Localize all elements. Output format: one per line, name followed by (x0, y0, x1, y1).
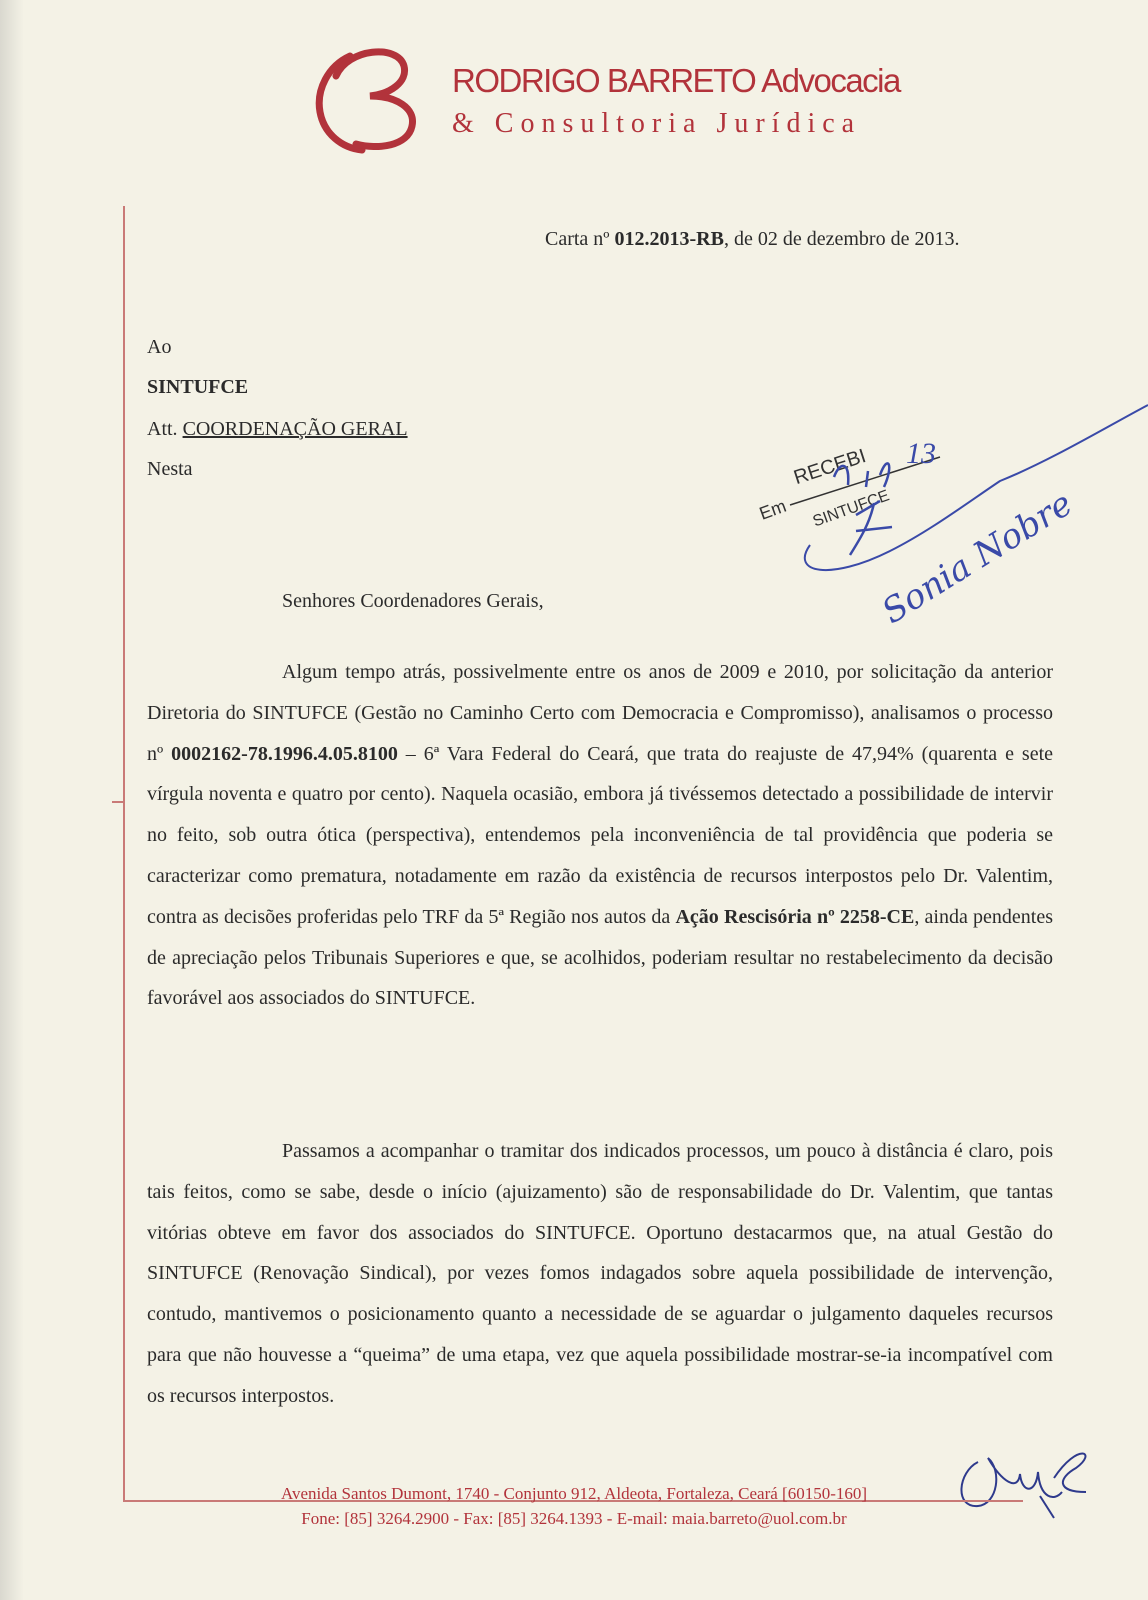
attention-label: Att. (147, 418, 183, 440)
paragraph-1-text-b: – 6ª Vara Federal do Ceará, que trata do reajuste de 47,94% (quarenta e sete vírgula noventa e quatro por cento). Naquela ocasião, embora já tivéssemos detectado a possibilidade de intervir no feito, sob outra ótica (perspectiva), entendemos pela inconveniência de tal providência que poderia se caracterizar como prematura, notadamente em razão da existência de recursos interpostos pelo Dr. Valentim, contra as decisões proferidas pelo TRF da 5ª Região nos autos da (147, 742, 1053, 928)
reference-number: 012.2013-RB (614, 228, 724, 250)
stamp-year: 13 (906, 437, 936, 470)
fold-mark (112, 801, 124, 803)
stamp-signature: Sonia Nobre (875, 483, 1080, 632)
paragraph-1-text-c: , ainda pendentes de apreciação pelos Tribunais Superiores e que, se acolhidos, poderiam resultar no restabelecimento da decisão favorável aos associados do SINTUFCE. (147, 905, 1054, 1010)
stamp-word: RECEBI (791, 445, 869, 490)
stamp-prefix: Em (756, 495, 789, 524)
process-number: 0002162-78.1996.4.05.8100 (171, 742, 398, 765)
left-margin-rule (123, 206, 125, 1502)
attention-value: COORDENAÇÃO GERAL (182, 418, 408, 440)
page-edge (0, 0, 24, 1600)
reference-prefix: Carta nº (545, 228, 615, 250)
firm-name-suffix: Advocacia (755, 62, 900, 99)
rescisoria-reference: Ação Rescisória nº 2258-CE (675, 905, 915, 928)
stamp-org: SINTUFCE (810, 487, 892, 531)
paragraph-1-text-a: Algum tempo atrás, possivelmente entre os anos de 2009 e 2010, por solicitação da anterior Diretoria do SINTUFCE (Gestão no Caminho Certo com Democracia e Compromisso), analisamos o processo nº (147, 661, 1053, 765)
received-stamp (756, 405, 1148, 632)
addressee-org: SINTUFCE (147, 376, 249, 398)
firm-name-main: RODRIGO BARRETO (452, 62, 756, 99)
footer-address: Avenida Santos Dumont, 1740 - Conjunto 912, Aldeota, Fortaleza, Ceará [60150-160] (280, 1484, 868, 1503)
letter-reference (545, 228, 959, 251)
addressee-to: Ao (147, 336, 172, 358)
initials-signature (958, 1422, 1098, 1522)
body-paragraph-2: Passamos a acompanhar o tramitar dos indicados processos, um pouco à distância é claro, pois tais feitos, como se sabe, desde o início (ajuizamento) são de responsabilidade do Dr. Valentim, que tantas vitórias obteve em favor dos associados do SINTUFCE. Oportuno destacarmos que, na atual Gestão do SINTUFCE (Renovação Sindical), por vezes fomos indagados sobre aquela possibilidade de intervenção, contudo, mantivemos o posicionamento quanto a necessidade de se aguardar o julgamento daqueles recursos para que não houvesse a “queima” de uma etapa, vez que aquela possibilidade mostrar-se-ia incompatível com os recursos interpostos. (147, 1140, 1053, 1407)
addressee-location: Nesta (147, 458, 193, 480)
firm-logo (312, 42, 422, 154)
reference-date: , de 02 de dezembro de 2013. (723, 228, 960, 250)
greeting: Senhores Coordenadores Gerais, (282, 590, 544, 612)
firm-subtitle: & Consultoria Jurídica (452, 108, 862, 139)
footer-contact: Fone: [85] 3264.2900 - Fax: [85] 3264.1393 - E-mail: maia.barreto@uol.com.br (301, 1509, 847, 1528)
firm-name (452, 62, 900, 100)
addressee-attention (147, 418, 408, 441)
body-paragraph-1 (147, 652, 1053, 1019)
